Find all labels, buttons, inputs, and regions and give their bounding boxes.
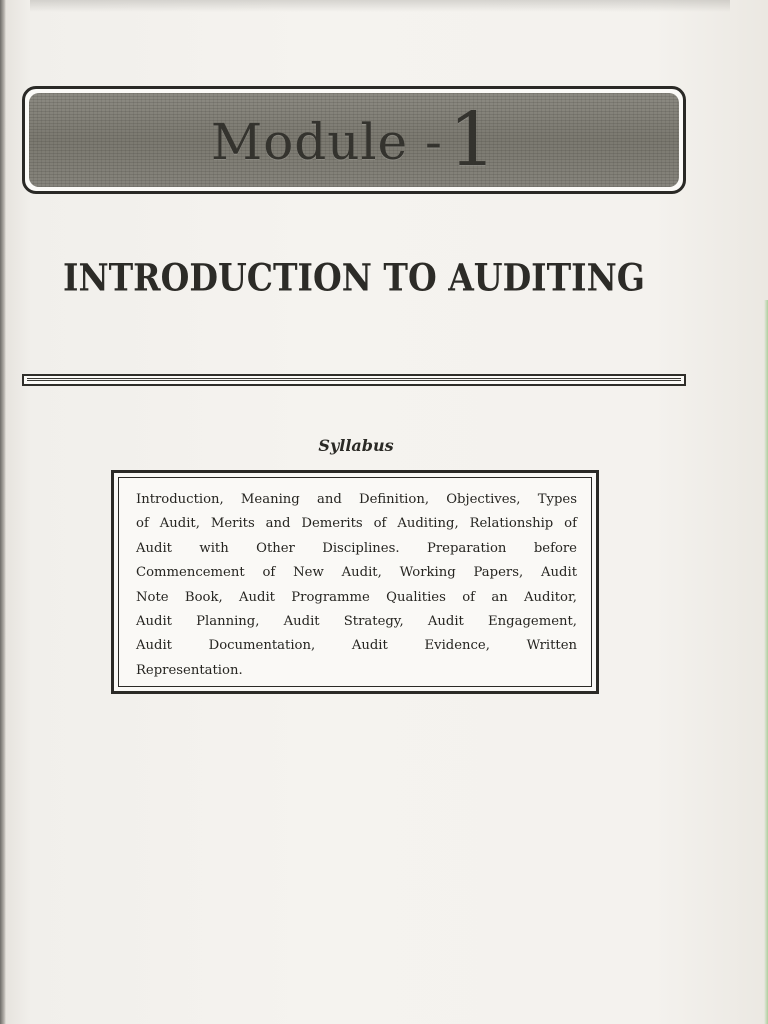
syllabus-box bbox=[111, 470, 599, 694]
module-label: Module - bbox=[211, 113, 443, 171]
syllabus-line: Introduction, Meaning and Definition, Objectives, Types bbox=[136, 492, 577, 507]
module-banner bbox=[22, 86, 686, 194]
syllabus-line: Commencement of New Audit, Working Papers, Audit bbox=[136, 565, 577, 581]
syllabus-line: Audit Documentation, Audit Evidence, Written bbox=[136, 638, 577, 654]
syllabus-line: of Audit, Merits and Demerits of Auditing, Relationship of bbox=[136, 516, 577, 532]
syllabus-line: Representation. bbox=[136, 662, 243, 678]
syllabus-line: Audit with Other Disciplines. Preparation before bbox=[136, 540, 577, 556]
syllabus-line: Audit Planning, Audit Strategy, Audit Engagement, bbox=[136, 613, 577, 629]
page-edge-tint bbox=[764, 300, 768, 1024]
top-bleed-through bbox=[30, 0, 730, 12]
syllabus-heading: Syllabus bbox=[318, 436, 394, 455]
double-rule-divider bbox=[22, 374, 686, 386]
syllabus-line: Note Book, Audit Programme Qualities of an Auditor, bbox=[136, 589, 577, 605]
module-number: 1 bbox=[448, 97, 497, 183]
module-title bbox=[211, 97, 497, 183]
syllabus-box-inner bbox=[118, 477, 592, 687]
module-banner-texture bbox=[29, 93, 679, 187]
chapter-title: INTRODUCTION TO AUDITING bbox=[63, 255, 645, 300]
page-binding-shadow bbox=[0, 0, 6, 1024]
